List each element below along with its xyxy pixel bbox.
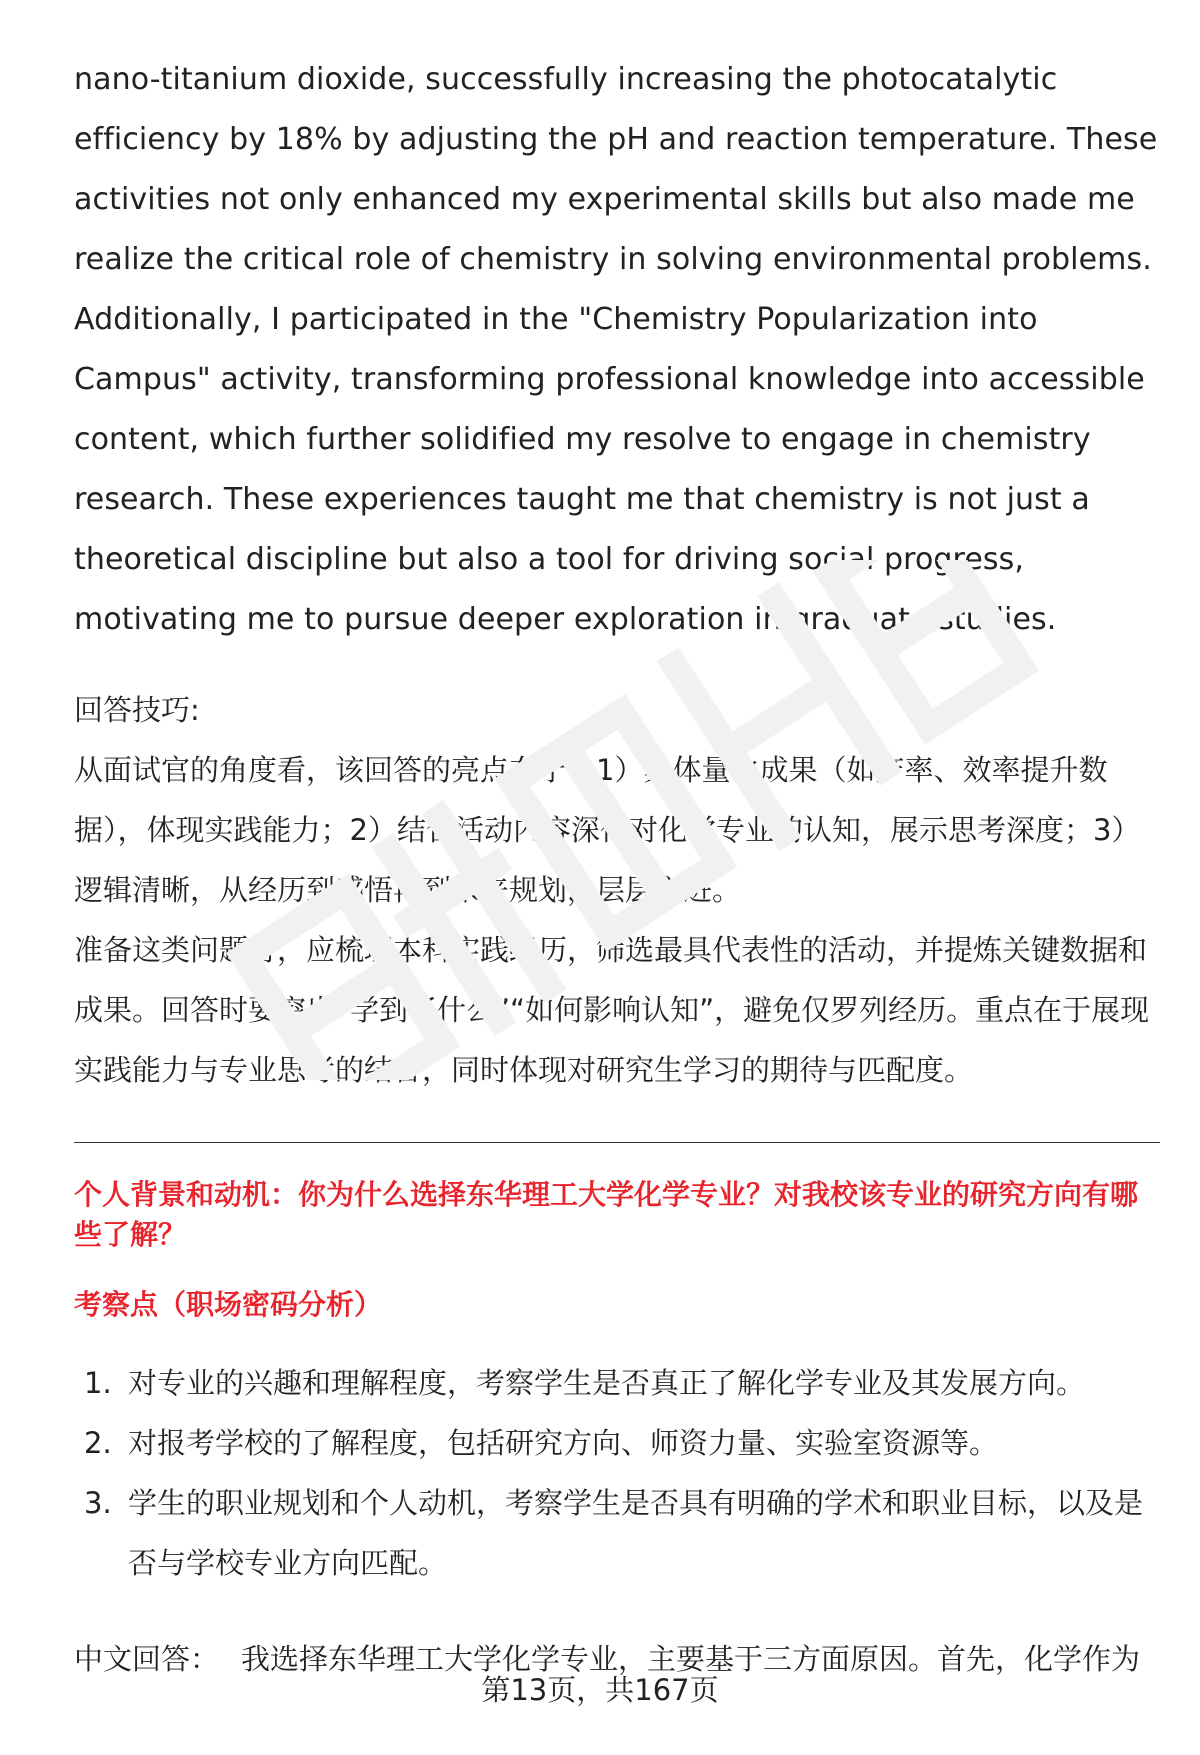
list-item-number: 3. (84, 1486, 112, 1520)
list-item (74, 1353, 1160, 1413)
list-item-text: 对专业的兴趣和理解程度，考察学生是否真正了解化学专业及其发展方向。 (128, 1366, 1086, 1400)
chinese-answer-label: 中文回答： (74, 1642, 220, 1676)
list-item-number: 1. (84, 1366, 112, 1400)
tips-paragraph-1: 从面试官的角度看，该回答的亮点在于：1）具体量化成果（如产率、效率提升数据），体现实践能力；2）结合活动内容深化对化学专业的认知，展示思考深度；3）逻辑清晰，从经历到感悟再到未来规划，层层递进。 (74, 753, 1141, 907)
tips-paragraph-2: 准备这类问题时，应梳理本科实践经历，筛选最具代表性的活动，并提炼关键数据和成果。回答时要突出“学到了什么”“如何影响认知”，避免仅罗列经历。重点在于展现实践能力与专业思考的结合，同时体现对研究生学习的期待与匹配度。 (74, 933, 1150, 1087)
list-item (74, 1413, 1160, 1473)
list-item (74, 1473, 1160, 1593)
tips-heading: 回答技巧: (74, 693, 200, 727)
focus-points-list (74, 1353, 1160, 1593)
page-number-footer: 第13页，共167页 (481, 1673, 719, 1707)
focus-points-title: 考察点（职场密码分析） (74, 1288, 383, 1321)
chinese-answer-text: 我选择东华理工大学化学专业，主要基于三方面原因。首先，化学作为 (241, 1642, 1141, 1676)
question-title: 个人背景和动机：你为什么选择东华理工大学化学专业？对我校该专业的研究方向有哪些了解？ (74, 1178, 1139, 1251)
section-divider (74, 1142, 1160, 1143)
english-answer-paragraph: nano-titanium dioxide, successfully increasing the photocatalytic efficiency by 18% by adjusting the pH and reaction temperature. These activities not only enhanced my experimental skills but also made me realize the critical role of chemistry in solving environmental problems. Additionally, I participated in the "Chemistry Popularization into Campus" activity, transforming professional knowledge into accessible content, which further solidified my resolve to engage in chemistry research. These experiences taught me that chemistry is not just a theoretical discipline but also a tool for driving social progress, motivating me to pursue deeper exploration in graduate studies. (74, 62, 1158, 637)
answer-tips-section (74, 680, 1160, 1100)
list-item-text: 对报考学校的了解程度，包括研究方向、师资力量、实验室资源等。 (128, 1426, 999, 1460)
list-item-text: 学生的职业规划和个人动机，考察学生是否具有明确的学术和职业目标，以及是否与学校专业方向匹配。 (128, 1486, 1144, 1580)
document-page (74, 50, 1160, 1689)
list-item-number: 2. (84, 1426, 112, 1460)
